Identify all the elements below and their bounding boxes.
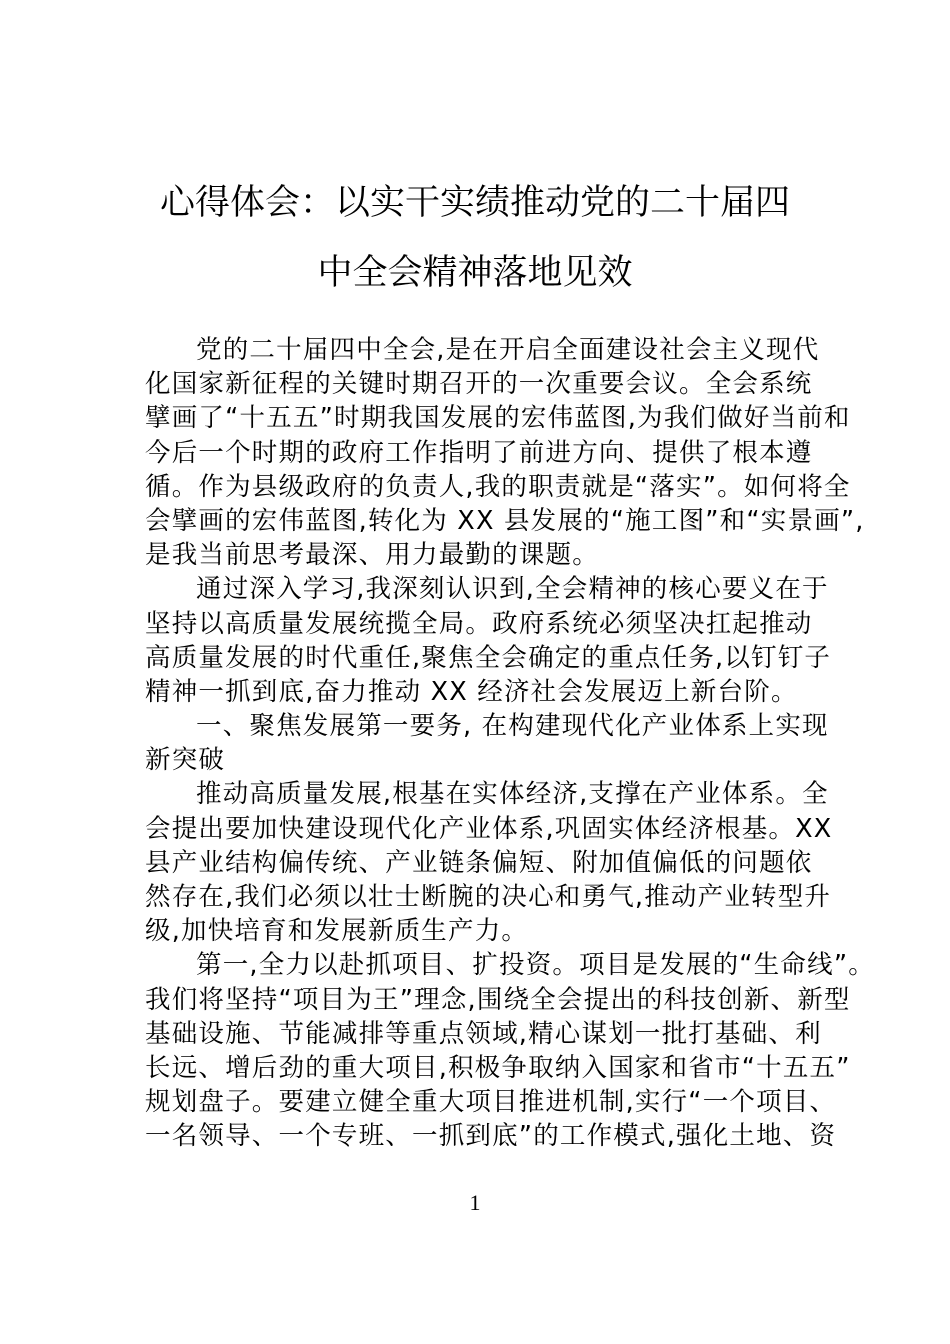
body-text-line: 级,加快培育和发展新质生产力。 — [145, 916, 529, 947]
body-text-line: 新突破 — [145, 745, 226, 776]
title-line-1: 心得体会：以实干实绩推动党的二十届四 — [159, 183, 790, 223]
body-text-line: 党的二十届四中全会,是在开启全面建设社会主义现代 — [196, 335, 820, 365]
body-text-line: 第一,全力以赴抓项目、扩投资。项目是发展的“生命线”。 — [196, 950, 875, 981]
body-text-line: 长远、增后劲的重大项目,积极争取纳入国家和省市“十五五” — [145, 1052, 851, 1083]
body-text-line: 化国家新征程的关键时期召开的一次重要会议。全会系统 — [145, 369, 813, 400]
body-text-line: 我们将坚持“项目为王”理念,围绕全会提出的科技创新、新型 — [145, 984, 851, 1015]
body-text-line: 精神一抓到底,奋力推动 XX 经济社会发展迈上新台阶。 — [145, 676, 798, 707]
body-text-line: 会提出要加快建设现代化产业体系,巩固实体经济根基。XX — [145, 813, 833, 844]
body-text-line: 会擘画的宏伟蓝图,转化为 XX 县发展的“施工图”和“实景画”, — [145, 505, 865, 536]
body-text-line: 基础设施、节能减排等重点领域,精心谋划一批打基础、利 — [145, 1018, 822, 1049]
page-number: 1 — [469, 1190, 481, 1215]
body-text-line: 坚持以高质量发展统揽全局。政府系统必须坚决扛起推动 — [145, 608, 813, 639]
document-body — [145, 333, 875, 1154]
body-text-line: 循。作为县级政府的负责人,我的职责就是“落实”。如何将全 — [145, 471, 851, 502]
body-text-line: 然存在,我们必须以壮士断腕的决心和勇气,推动产业转型升 — [145, 882, 832, 912]
body-text-line: 擘画了“十五五”时期我国发展的宏伟蓝图,为我们做好当前和 — [145, 403, 851, 434]
body-text-line: 高质量发展的时代重任,聚焦全会确定的重点任务,以钉钉子 — [145, 642, 832, 673]
body-text-line: 一名领导、一个专班、一抓到底”的工作模式,强化土地、资 — [145, 1121, 837, 1152]
body-text-line: 一、聚焦发展第一要务, 在构建现代化产业体系上实现 — [196, 711, 829, 742]
body-text-line: 规划盘子。要建立健全重大项目推进机制,实行“一个项目、 — [145, 1087, 837, 1118]
body-text-line: 通过深入学习,我深刻认识到,全会精神的核心要义在于 — [196, 574, 829, 605]
document-title — [100, 168, 850, 308]
body-text-line: 县产业结构偏传统、产业链条偏短、附加值偏低的问题依 — [145, 847, 813, 878]
body-text-line: 是我当前思考最深、用力最勤的课题。 — [145, 540, 599, 571]
body-text-line: 今后一个时期的政府工作指明了前进方向、提供了根本遵 — [145, 437, 813, 468]
body-text-line: 推动高质量发展,根基在实体经济,支撑在产业体系。全 — [196, 779, 829, 810]
title-line-2: 中全会精神落地见效 — [317, 253, 633, 293]
